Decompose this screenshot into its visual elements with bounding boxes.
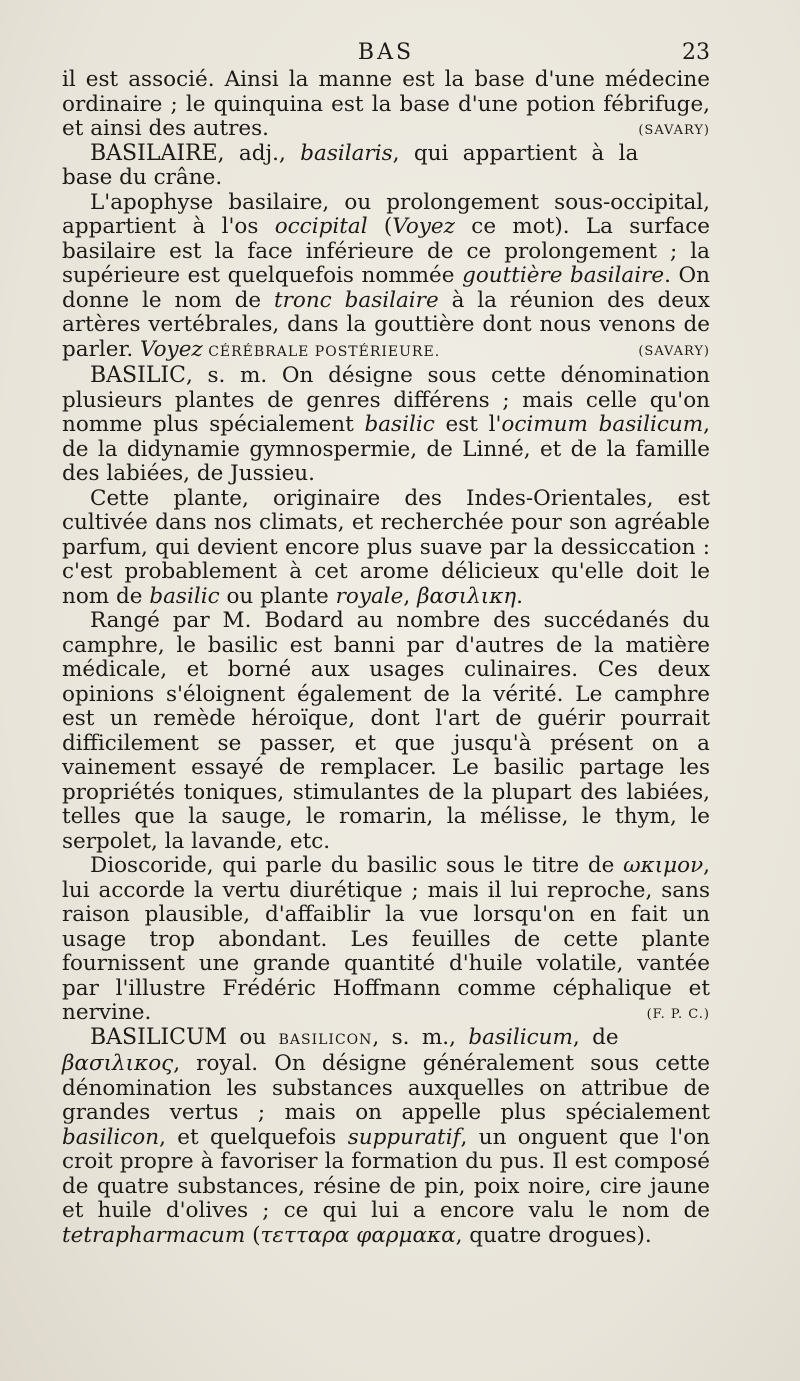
- paragraph-text: L'apophyse basilaire, ou prolongement sous-occipital, appartient à l'os: [62, 189, 710, 239]
- entry-text: est l': [434, 412, 502, 437]
- italic-term: tronc basilaire: [273, 287, 439, 313]
- entry-headword: BASILICUM: [90, 1024, 228, 1050]
- entry-text: , s. m. On désigne sous cette dénomination plusieurs plantes de genres différens ; mais celle qu'on nomme plus spécialement: [62, 363, 710, 437]
- paragraph-text: ce mot). La surface basilaire est la face inférieure de ce prolongement ; la supérieure est quelquefois nommée: [62, 214, 710, 288]
- entry-text: , s. m.,: [372, 1024, 469, 1050]
- entry-basilic: [62, 364, 710, 487]
- entry-basilicum: [62, 1026, 710, 1249]
- entry-text: , quatre drogues).: [455, 1222, 652, 1248]
- entry-basilaire: [62, 142, 710, 191]
- entry-text: , et quelquefois: [159, 1124, 348, 1150]
- italic-term: basilic: [149, 583, 220, 609]
- entry-text: ou: [227, 1024, 279, 1050]
- italic-term: royale: [335, 583, 404, 609]
- italic-term: ocimum basilicum: [501, 412, 704, 437]
- entry-headword: BASILAIRE: [90, 140, 218, 166]
- paragraph-apophyse: [62, 191, 710, 365]
- latin-term: basilicum: [468, 1024, 573, 1050]
- greek-term: τετταρα φαρμακα: [260, 1222, 456, 1248]
- paragraph-bodard: [62, 609, 710, 854]
- italic-term: suppuratif: [347, 1124, 461, 1150]
- author-signature: (SAVARY): [638, 123, 710, 138]
- paragraph-text: Rangé par M. Bodard au nombre des succédanés du camphre, le basilic est banni par d'autres de la matière médicale, et borné aux usages culinaires. Ces deux opinions s'éloignent également de la vérité. Le camphre est un remède héroïque, dont l'art de guérir pourrait difficilement se passer, et que jusqu'à présent on a vainement essayé de remplacer. Le basilic partage les propriétés toniques, stimulantes de la plupart des labiées, telles que la sauge, le romarin, la mélisse, le thym, le serpolet, la lavande, etc.: [62, 608, 710, 854]
- paragraph-text: , lui accorde la vertu diurétique ; mais il lui reproche, sans raison plausible, d'affaiblir la vue lorsqu'on en fait un usage trop abondant. Les feuilles de cette plante fournissent une grande quantité d'huile volatile, vantée par l'illustre Frédéric Hoffmann comme céphalique et nervine.: [62, 853, 710, 1025]
- body-text: [62, 68, 710, 1248]
- cross-reference: Voyez: [392, 214, 455, 239]
- italic-term: tetrapharmacum: [62, 1222, 246, 1248]
- small-caps-variant: BASILICON: [278, 1031, 373, 1048]
- entry-text: , de: [572, 1024, 619, 1050]
- entry-text: , de la didynamie gymnospermie, de Linné, et de la famille des labiées, de Jussieu.: [62, 412, 710, 486]
- entry-text: (: [245, 1222, 261, 1248]
- italic-term: occipital: [274, 214, 368, 239]
- paragraph-text: Cette plante, originaire des Indes-Orientales, est cultivée dans nos climats, et recherchée pour son agréable parfum, qui devient encore plus suave par la dessiccation : c'est probablement à cet arome délicieux qu'elle doit le nom de: [62, 485, 710, 609]
- paragraph-text: (: [367, 214, 393, 239]
- small-caps-reference: CÉRÉBRALE POSTÉRIEURE.: [202, 343, 441, 360]
- greek-term: βασιλικη: [417, 583, 517, 609]
- paragraph-text: à la réunion des deux artères vertébrales, dans la gouttière dont nous venons de parler.: [62, 287, 711, 362]
- entry-text: , royal. On désigne généralement sous cette dénomination les substances auxquelles on attribue de grandes vertus ; mais on appelle plus spécialement: [62, 1051, 710, 1125]
- author-signature: (SAVARY): [638, 343, 710, 359]
- paragraph-text: ou plante: [219, 583, 336, 609]
- italic-term: gouttière basilaire: [462, 263, 665, 288]
- author-signature: (F. P. C.): [646, 1007, 710, 1022]
- paragraph-continuation: [62, 68, 710, 142]
- paragraph-text: Dioscoride, qui parle du basilic sous le titre de: [90, 853, 624, 878]
- paragraph-text: il est associé. Ainsi la manne est la base d'une médecine ordinaire ; le quinquina est la base d'une potion fébrifuge, et ainsi des autres.: [62, 67, 710, 141]
- italic-term: basilicon: [62, 1124, 160, 1150]
- italic-term: basilic: [364, 412, 435, 437]
- greek-term: βασιλικος: [62, 1051, 174, 1076]
- entry-headword: BASILIC: [90, 363, 186, 388]
- paragraph-text: . On donne le nom de: [62, 263, 710, 313]
- running-head: BAS: [357, 40, 415, 65]
- paragraph-plante: [62, 487, 710, 610]
- entry-text: , qui appartient à la base du crâne.: [62, 140, 639, 190]
- latin-term: basilaris: [300, 140, 393, 166]
- page-number: 23: [682, 40, 710, 65]
- paragraph-text: ,: [403, 583, 418, 609]
- greek-term: ωκιμον: [623, 853, 704, 878]
- paragraph-dioscoride: [62, 854, 710, 1026]
- paragraph-text: .: [516, 583, 524, 609]
- entry-text: , adj.,: [217, 140, 301, 166]
- entry-text: , un onguent que l'on croit propre à favoriser la formation du pus. Il est composé de quatre substances, résine de pin, poix noire, cire jaune et huile d'olives ; ce qui lui a encore valu le nom de: [62, 1124, 710, 1223]
- cross-reference: Voyez: [140, 336, 203, 362]
